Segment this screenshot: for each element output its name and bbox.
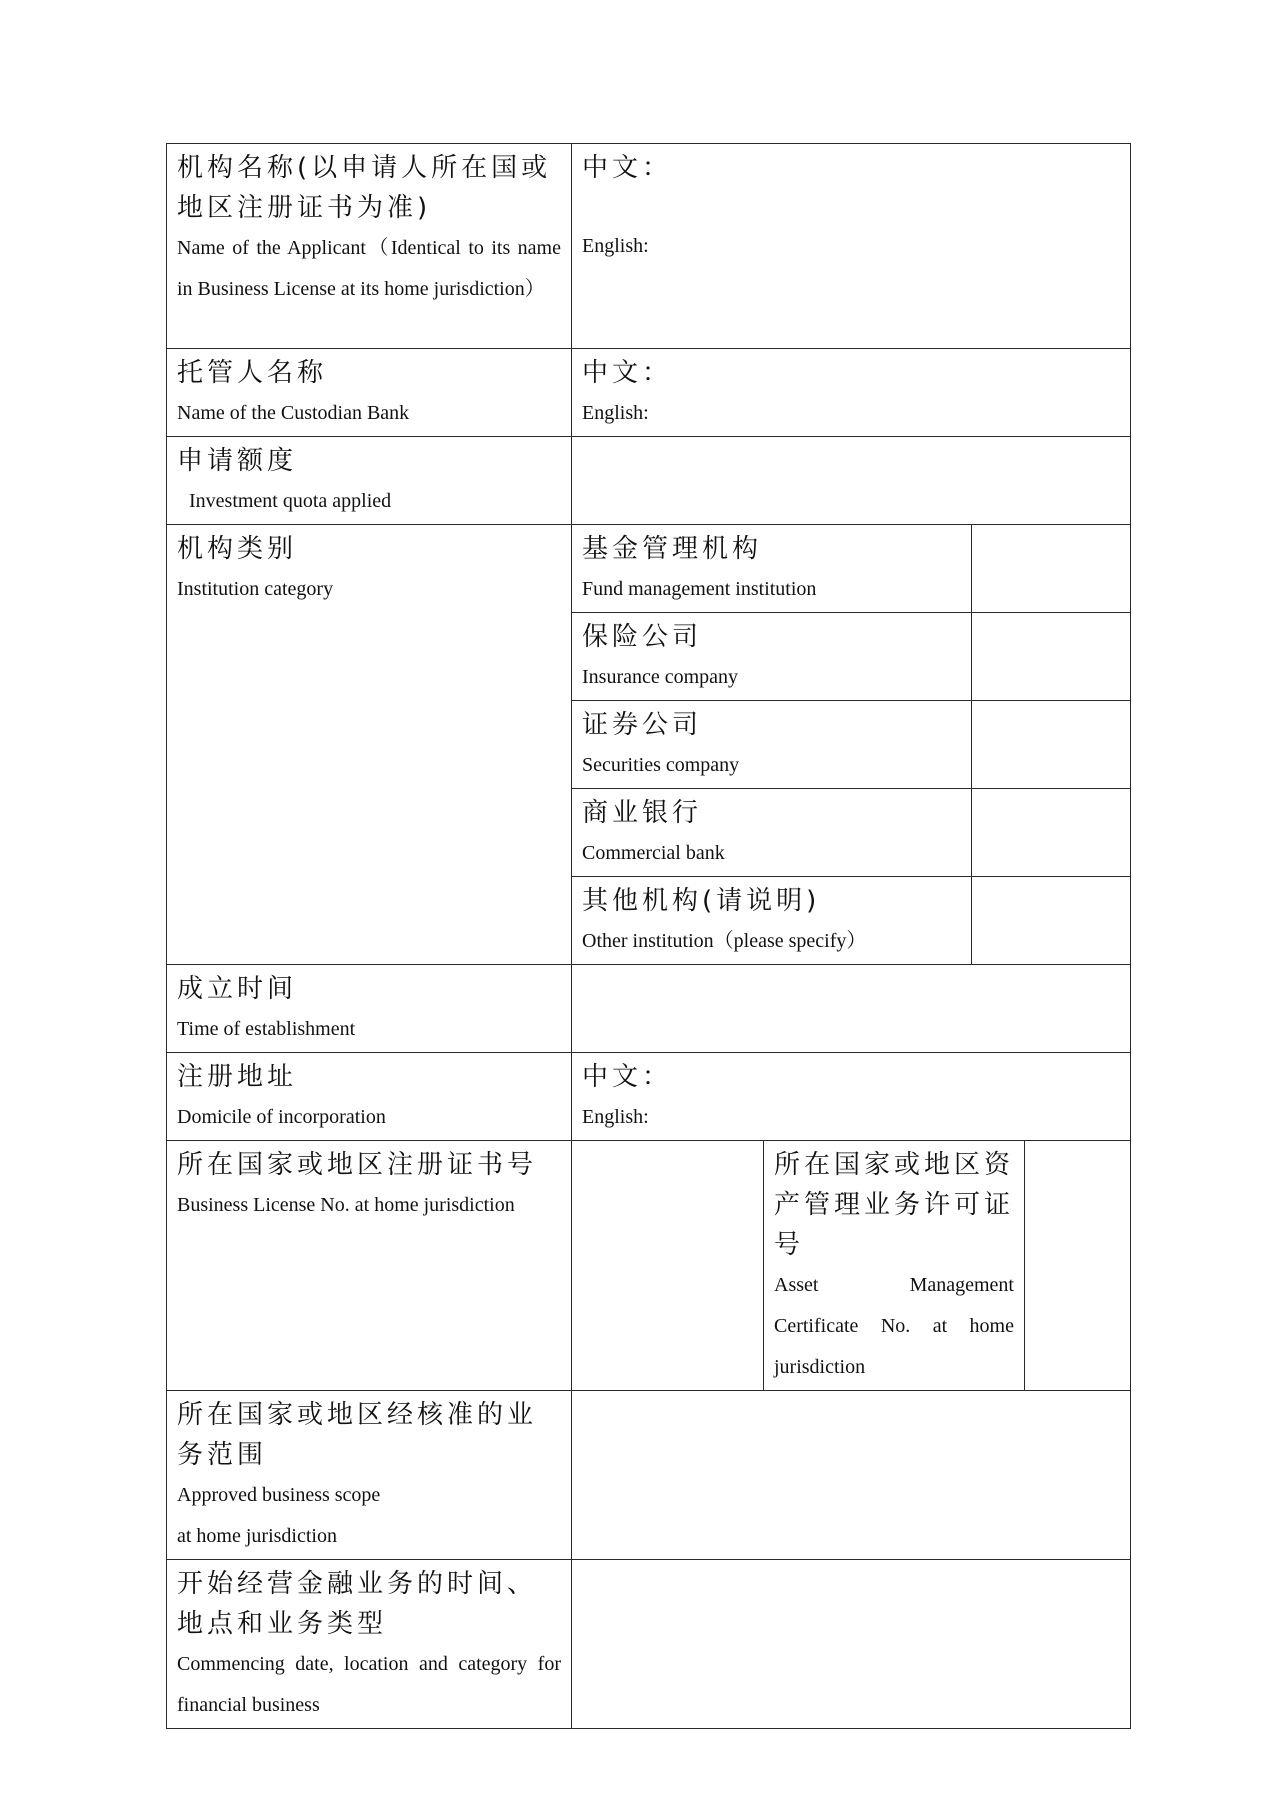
category-check-cell-securities[interactable] [972, 701, 1131, 789]
row-established [167, 965, 1131, 1053]
category-option-en: Insurance company [582, 666, 739, 688]
category-option-en: Commercial bank [582, 842, 725, 864]
domicile-label-en: Domicile of incorporation [177, 1106, 386, 1128]
scope-label-zh: 所在国家或地区经核准的业务范围 [177, 1400, 538, 1470]
am-license-label-zh: 所在国家或地区资产管理业务许可证号 [774, 1150, 1015, 1260]
applicant-en-prefix: English: [582, 235, 649, 257]
commencing-label-zh: 开始经营金融业务的时间、地点和业务类型 [177, 1569, 538, 1639]
established-label-en: Time of establishment [177, 1018, 356, 1040]
commencing-label-en: Commencing date, location and category for financial business [177, 1653, 561, 1716]
established-label-cell [167, 965, 572, 1053]
custodian-label-cell [167, 349, 572, 437]
row-category-option [167, 525, 1131, 613]
commencing-label-cell [167, 1560, 572, 1729]
category-option-zh: 商业银行 [582, 798, 703, 828]
category-option-zh: 证券公司 [582, 710, 703, 740]
scope-label-en-2: at home jurisdiction [177, 1525, 337, 1547]
established-label-zh: 成立时间 [177, 974, 298, 1004]
domicile-label-cell [167, 1053, 572, 1141]
license-label-en: Business License No. at home jurisdiction [177, 1194, 515, 1216]
custodian-en-prefix: English: [582, 402, 649, 424]
domicile-en-prefix: English: [582, 1106, 649, 1128]
license-label-zh: 所在国家或地区注册证书号 [177, 1150, 538, 1180]
domicile-value-cell[interactable] [572, 1053, 1131, 1141]
custodian-zh-prefix: 中文： [582, 358, 673, 388]
row-scope [167, 1391, 1131, 1560]
license-value-cell[interactable] [572, 1141, 764, 1391]
category-option-other [572, 877, 972, 965]
quota-value-cell[interactable] [572, 437, 1131, 525]
category-option-en: Other institution（please specify） [582, 930, 867, 952]
category-check-cell-fund[interactable] [972, 525, 1131, 613]
commencing-value-cell[interactable] [572, 1560, 1131, 1729]
row-license [167, 1141, 1131, 1391]
category-option-fund [572, 525, 972, 613]
row-quota [167, 437, 1131, 525]
category-option-insurance [572, 613, 972, 701]
category-check-cell-bank[interactable] [972, 789, 1131, 877]
applicant-label-cell [167, 144, 572, 349]
applicant-zh-prefix: 中文： [582, 153, 673, 183]
quota-label-en: Investment quota applied [189, 490, 392, 512]
license-label-cell [167, 1141, 572, 1391]
scope-label-en-1: Approved business scope [177, 1484, 381, 1506]
applicant-label-zh: 机构名称(以申请人所在国或地区注册证书为准) [177, 153, 552, 223]
category-option-zh: 其他机构(请说明) [582, 886, 821, 916]
established-value-cell[interactable] [572, 965, 1131, 1053]
domicile-label-zh: 注册地址 [177, 1062, 298, 1092]
category-option-zh: 保险公司 [582, 622, 703, 652]
row-custodian [167, 349, 1131, 437]
am-license-value-cell[interactable] [1025, 1141, 1131, 1391]
scope-value-cell[interactable] [572, 1391, 1131, 1560]
row-domicile [167, 1053, 1131, 1141]
quota-label-zh: 申请额度 [177, 446, 298, 476]
category-label-cell [167, 525, 572, 965]
application-form-table [166, 143, 1131, 1729]
row-commencing [167, 1560, 1131, 1729]
category-label-en: Institution category [177, 578, 334, 600]
category-label-zh: 机构类别 [177, 534, 298, 564]
category-option-zh: 基金管理机构 [582, 534, 763, 564]
category-check-cell-insurance[interactable] [972, 613, 1131, 701]
quota-label-cell [167, 437, 572, 525]
category-option-securities [572, 701, 972, 789]
scope-label-cell [167, 1391, 572, 1560]
category-option-en: Fund management institution [582, 578, 817, 600]
category-option-bank [572, 789, 972, 877]
applicant-label-en: Name of the Applicant（Identical to its name in Business License at its home jurisdiction） [177, 237, 561, 300]
applicant-value-cell[interactable] [572, 144, 1131, 349]
row-applicant-name [167, 144, 1131, 349]
am-license-label-cell [764, 1141, 1025, 1391]
category-check-cell-other[interactable] [972, 877, 1131, 965]
domicile-zh-prefix: 中文： [582, 1062, 673, 1092]
custodian-label-en: Name of the Custodian Bank [177, 402, 410, 424]
custodian-label-zh: 托管人名称 [177, 358, 328, 388]
am-license-label-en: Asset Management Certificate No. at home jurisdiction [774, 1274, 1014, 1378]
category-option-en: Securities company [582, 754, 740, 776]
custodian-value-cell[interactable] [572, 349, 1131, 437]
